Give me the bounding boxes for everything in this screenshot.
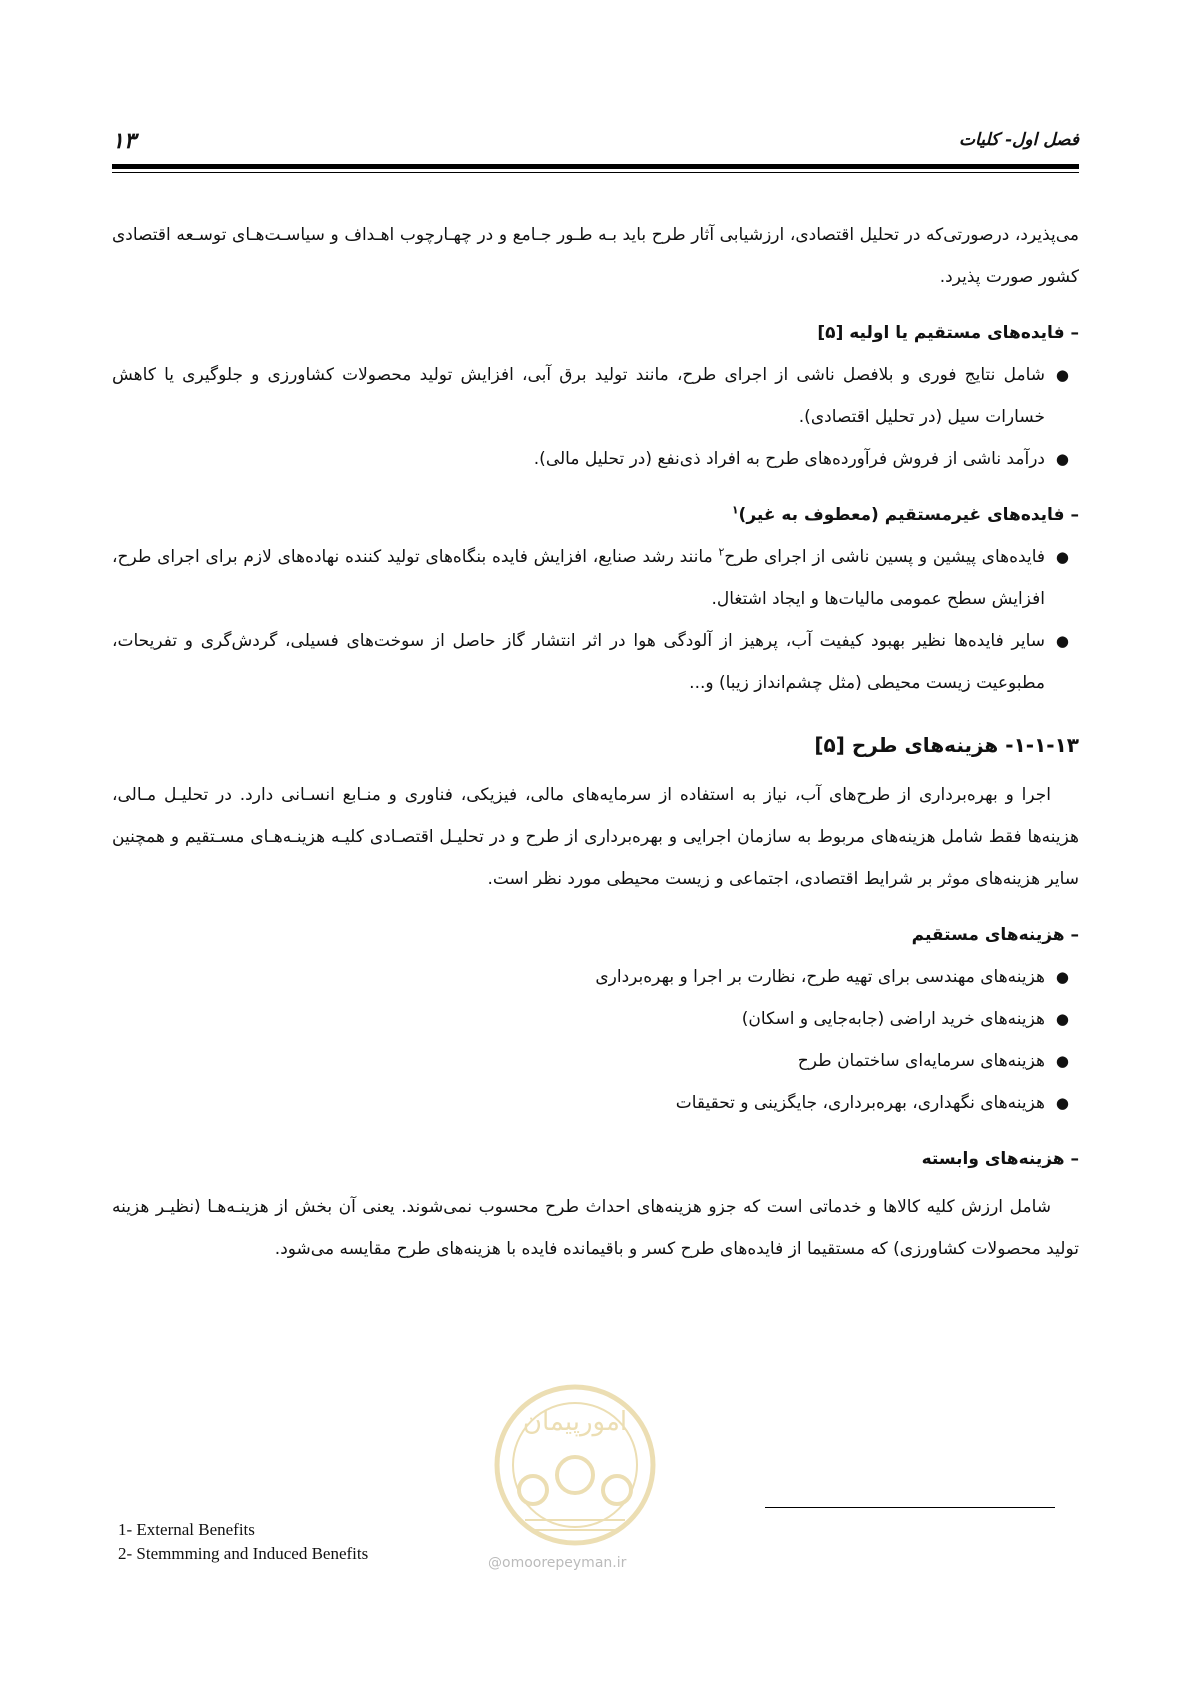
bullet-icon: ● <box>1055 632 1069 650</box>
list-item: ● سایر فایده‌ها نظیر بهبود کیفیت آب، پرهیز از آلودگی هوا در اثر انتشار گاز حاصل از سوخت‌های فسیلی، گردش‌گری و تفریحات، مطبوعیت زیست محیطی (مثل چشم‌انداز زیبا) و... <box>112 620 1045 704</box>
svg-text:امورپیمان: امورپیمان <box>522 1407 628 1437</box>
page-number: ۱۳ <box>112 128 136 154</box>
direct-benefits-list <box>112 354 1079 480</box>
bullet-icon: ● <box>1055 1010 1069 1028</box>
bullet-icon: ● <box>1055 548 1069 566</box>
direct-costs-heading: – هزینه‌های مستقیم <box>911 925 1079 945</box>
header-rule-thin <box>112 172 1079 173</box>
bullet-icon: ● <box>1055 450 1069 468</box>
footnote-1: 1- External Benefits <box>118 1520 255 1539</box>
list-item: ● درآمد ناشی از فروش فرآورده‌های طرح به افراد ذی‌نفع (در تحلیل مالی). <box>112 438 1045 480</box>
related-costs-paragraph: شامل ارزش کلیه کالاها و خدماتی است که جزو هزینه‌های احداث طرح محسوب نمی‌شوند. یعنی آن بخش از هزینـه‌هـا (نظیـر هزینه تولید محصولات کشاورزی) که مستقیما از فایده‌های طرح کسر و باقیمانده فایده با هزینه‌های طرح مقایسه می‌شود. <box>112 1197 1079 1259</box>
indirect-benefits-heading: – فایده‌های غیرمستقیم (معطوف به غیر)$^۱$ <box>731 503 1079 525</box>
footnotes <box>118 1518 368 1566</box>
list-item: ● شامل نتایج فوری و بلافصل ناشی از اجرای طرح، مانند تولید برق آبی، افزایش تولید محصولات کشاورزی و جلوگیری یا کاهش خسارات سیل (در تحلیل اقتصادی). <box>112 354 1045 438</box>
footnote-2: 2- Stemmming and Induced Benefits <box>118 1544 369 1563</box>
bullet-icon: ● <box>1055 1094 1069 1112</box>
footnote-ref: ۲ <box>718 545 725 559</box>
footnote-ref: ۱ <box>731 503 739 517</box>
list-item: ● فایده‌های پیشین و پسین ناشی از اجرای طرح$^۲$ مانند رشد صنایع، افزایش فایده بنگاه‌های تولید کننده نهاده‌های لازم برای اجرای طرح، افزایش سطح عمومی مالیات‌ها و ایجاد اشتغال. <box>112 536 1045 620</box>
header-rule-thick <box>112 164 1079 169</box>
direct-costs-list <box>112 956 1079 1124</box>
page-header <box>112 128 1079 158</box>
watermark-seal <box>485 1380 665 1550</box>
watermark-url: @omoorepeyman.ir <box>488 1555 627 1571</box>
direct-benefits-heading: – فایده‌های مستقیم یا اولیه [۵] <box>817 323 1079 343</box>
page-content <box>112 214 1079 1270</box>
footnote-rule <box>765 1507 1055 1508</box>
indirect-benefits-list <box>112 536 1079 704</box>
section-paragraph: اجرا و بهره‌برداری از طرح‌های آب، نیاز به استفاده از سرمایه‌های مالی، فیزیکی، فناوری و منـابع انسـانی دارد. در تحلیـل مـالی، هزینه‌ها فقط شامل هزینه‌های مربوط به سازمان اجرایی و بهره‌برداری از طرح و در تحلیـل اقتصـادی کلیـه هزینـه‌هـای مسـتقیم و همچنین سایر هزینه‌های موثر بر شرایط اقتصادی، اجتماعی و زیست محیطی مورد نظر است. <box>112 785 1079 889</box>
related-costs-heading: – هزینه‌های وابسته <box>921 1149 1079 1169</box>
list-item: ● هزینه‌های سرمایه‌ای ساختمان طرح <box>112 1040 1045 1082</box>
list-item: ● هزینه‌های خرید اراضی (جابه‌جایی و اسکان) <box>112 998 1045 1040</box>
bullet-icon: ● <box>1055 1052 1069 1070</box>
list-item: ● هزینه‌های نگهداری، بهره‌برداری، جایگزینی و تحقیقات <box>112 1082 1045 1124</box>
chapter-title: فصل اول- کلیات <box>959 130 1079 150</box>
list-item: ● هزینه‌های مهندسی برای تهیه طرح، نظارت بر اجرا و بهره‌برداری <box>112 956 1045 998</box>
bullet-icon: ● <box>1055 366 1069 384</box>
bullet-icon: ● <box>1055 968 1069 986</box>
section-title: ۱-۱-۱۳- هزینه‌های طرح [۵] <box>814 733 1079 757</box>
intro-paragraph: می‌پذیرد، درصورتی‌که در تحلیل اقتصادی، ارزشیابی آثار طرح باید بـه طـور جـامع و در چهـارچوب اهـداف و سیاسـت‌هـای توسـعه اقتصادی کشور صورت پذیرد. <box>112 225 1079 287</box>
